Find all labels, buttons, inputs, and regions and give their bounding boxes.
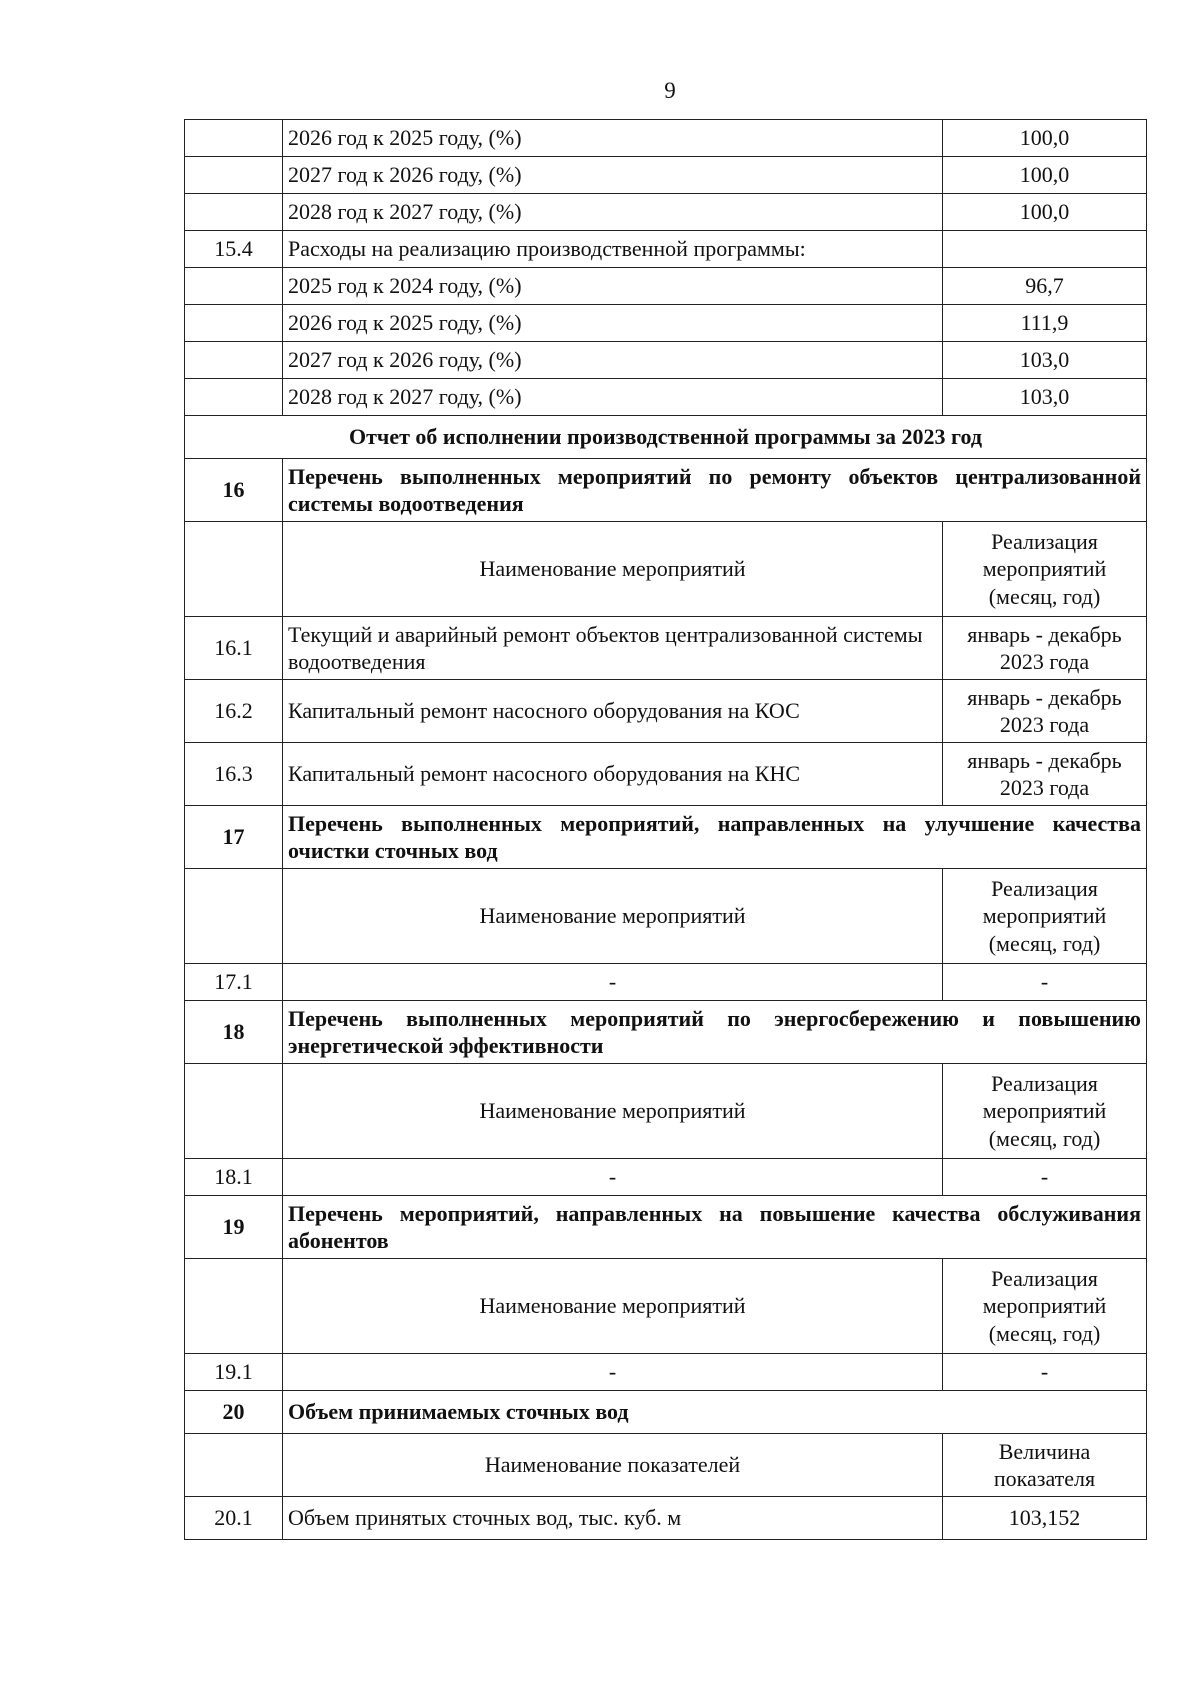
table-row: [185, 680, 1147, 743]
row-number: [185, 157, 283, 194]
section-number: 20: [185, 1391, 283, 1434]
row-number: 19.1: [185, 1354, 283, 1391]
table-row: [185, 1159, 1147, 1196]
header-empty: [185, 1259, 283, 1354]
row-number: [185, 268, 283, 305]
header-impl: Реализация мероприятий (месяц, год): [943, 869, 1147, 964]
table-row: [185, 1497, 1147, 1540]
row-value: 100,0: [943, 194, 1147, 231]
row-label: 2027 год к 2026 году, (%): [283, 342, 943, 379]
row-date: январь - декабрь 2023 года: [943, 617, 1147, 680]
row-label: Расходы на реализацию производственной программы:: [283, 231, 943, 268]
row-number: 16.3: [185, 743, 283, 806]
column-header-row: [185, 869, 1147, 964]
column-header-row: [185, 1434, 1147, 1497]
section-16-header: [185, 459, 1147, 522]
header-value: Величина показателя: [943, 1434, 1147, 1497]
header-empty: [185, 522, 283, 617]
table-row: [185, 743, 1147, 806]
row-value: 103,0: [943, 342, 1147, 379]
section-title: Перечень выполненных мероприятий, направленных на улучшение качества очистки сточных вод: [283, 806, 1147, 869]
row-date: январь - декабрь 2023 года: [943, 680, 1147, 743]
table-row: [185, 342, 1147, 379]
header-empty: [185, 869, 283, 964]
section-title: Перечень выполненных мероприятий по ремонту объектов централизованной системы водоотведения: [283, 459, 1147, 522]
row-value: 100,0: [943, 157, 1147, 194]
header-impl: Реализация мероприятий (месяц, год): [943, 1259, 1147, 1354]
row-label: Объем принятых сточных вод, тыс. куб. м: [283, 1497, 943, 1540]
column-header-row: [185, 1259, 1147, 1354]
table-row: [185, 617, 1147, 680]
row-number: 18.1: [185, 1159, 283, 1196]
table-row: [185, 120, 1147, 157]
section-number: 18: [185, 1001, 283, 1064]
header-name: Наименование показателей: [283, 1434, 943, 1497]
row-number: 17.1: [185, 964, 283, 1001]
row-label: 2026 год к 2025 году, (%): [283, 305, 943, 342]
row-value: 103,152: [943, 1497, 1147, 1540]
row-label: 2025 год к 2024 году, (%): [283, 268, 943, 305]
row-number: [185, 342, 283, 379]
report-title-row: [185, 416, 1147, 459]
header-empty: [185, 1064, 283, 1159]
row-date: январь - декабрь 2023 года: [943, 743, 1147, 806]
section-title: Перечень выполненных мероприятий по энергосбережению и повышению энергетической эффективности: [283, 1001, 1147, 1064]
section-18-header: [185, 1001, 1147, 1064]
table-row: [185, 157, 1147, 194]
row-number: 16.1: [185, 617, 283, 680]
table-row: [185, 268, 1147, 305]
column-header-row: [185, 522, 1147, 617]
document-table: [184, 119, 1147, 1540]
section-17-header: [185, 806, 1147, 869]
header-name: Наименование мероприятий: [283, 522, 943, 617]
row-date: -: [943, 964, 1147, 1001]
section-number: 17: [185, 806, 283, 869]
row-label: Капитальный ремонт насосного оборудования на КОС: [283, 680, 943, 743]
row-number: [185, 305, 283, 342]
report-title: Отчет об исполнении производственной программы за 2023 год: [185, 416, 1147, 459]
section-19-header: [185, 1196, 1147, 1259]
page-number: 9: [664, 78, 676, 103]
row-value: 103,0: [943, 379, 1147, 416]
row-date: -: [943, 1354, 1147, 1391]
row-label: 2028 год к 2027 году, (%): [283, 379, 943, 416]
table-row: [185, 194, 1147, 231]
row-value: [943, 231, 1147, 268]
row-number: [185, 379, 283, 416]
row-value: 111,9: [943, 305, 1147, 342]
row-date: -: [943, 1159, 1147, 1196]
row-label: 2027 год к 2026 году, (%): [283, 157, 943, 194]
row-number: [185, 194, 283, 231]
column-header-row: [185, 1064, 1147, 1159]
header-name: Наименование мероприятий: [283, 1064, 943, 1159]
table-row: [185, 1354, 1147, 1391]
row-label: -: [283, 1354, 943, 1391]
section-20-header: [185, 1391, 1147, 1434]
section-15-4-header: [185, 231, 1147, 268]
row-label: -: [283, 964, 943, 1001]
row-number: 16.2: [185, 680, 283, 743]
row-label: Текущий и аварийный ремонт объектов централизованной системы водоотведения: [283, 617, 943, 680]
section-title: Объем принимаемых сточных вод: [283, 1391, 1147, 1434]
row-label: 2028 год к 2027 году, (%): [283, 194, 943, 231]
header-empty: [185, 1434, 283, 1497]
section-number: 19: [185, 1196, 283, 1259]
section-title: Перечень мероприятий, направленных на повышение качества обслуживания абонентов: [283, 1196, 1147, 1259]
row-label: 2026 год к 2025 году, (%): [283, 120, 943, 157]
table-row: [185, 964, 1147, 1001]
header-name: Наименование мероприятий: [283, 869, 943, 964]
row-label: Капитальный ремонт насосного оборудования на КНС: [283, 743, 943, 806]
table-row: [185, 305, 1147, 342]
row-value: 96,7: [943, 268, 1147, 305]
row-value: 100,0: [943, 120, 1147, 157]
row-label: -: [283, 1159, 943, 1196]
section-number: 16: [185, 459, 283, 522]
header-impl: Реализация мероприятий (месяц, год): [943, 1064, 1147, 1159]
header-impl: Реализация мероприятий (месяц, год): [943, 522, 1147, 617]
row-number: 20.1: [185, 1497, 283, 1540]
row-number: 15.4: [185, 231, 283, 268]
table-row: [185, 379, 1147, 416]
row-number: [185, 120, 283, 157]
header-name: Наименование мероприятий: [283, 1259, 943, 1354]
